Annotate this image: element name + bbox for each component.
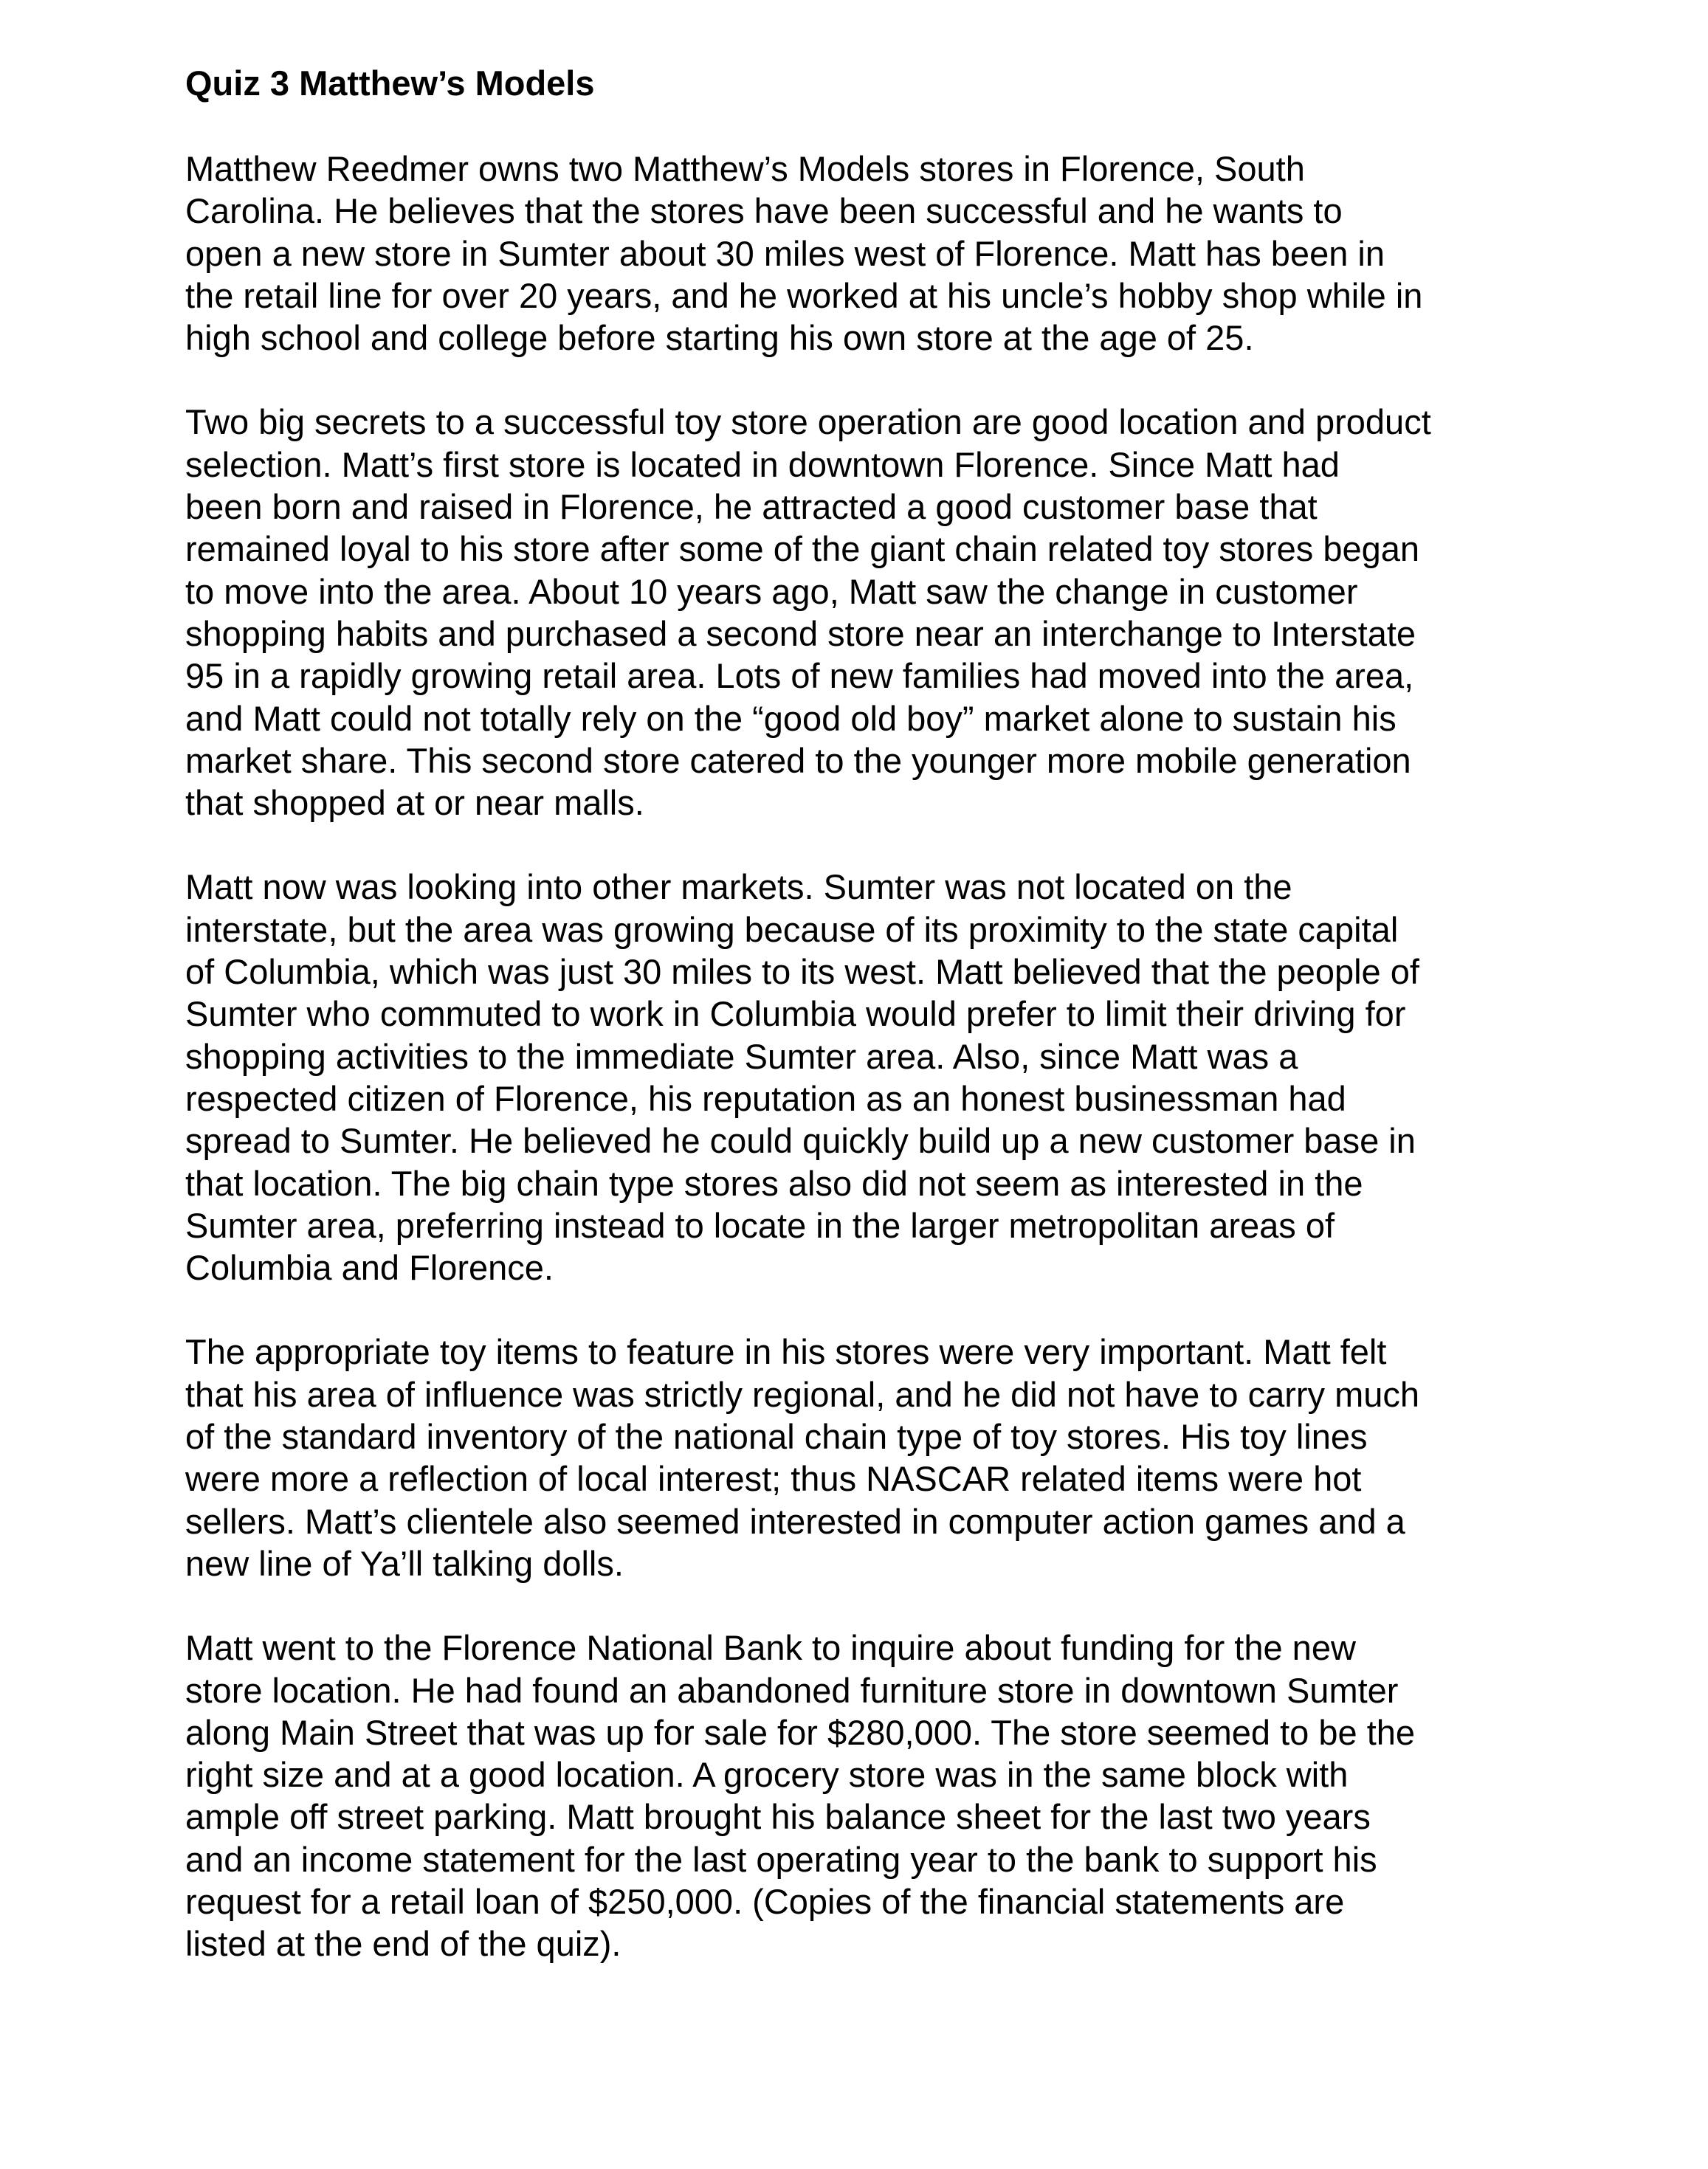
paragraph-line: market share. This second store catered to the younger more mobile generation (185, 740, 1411, 780)
paragraph-line: remained loyal to his store after some of the giant chain related toy stores began (185, 529, 1420, 569)
paragraph-line: Two big secrets to a successful toy store operation are good location and product (185, 402, 1431, 442)
paragraph-line: selection. Matt’s first store is located in downtown Florence. Since Matt had (185, 444, 1340, 484)
paragraph-line: listed at the end of the quiz). (185, 1924, 621, 1964)
document-page (185, 62, 1543, 2007)
paragraph-line: shopping activities to the immediate Sumter area. Also, since Matt was a (185, 1036, 1298, 1076)
paragraph-line: shopping habits and purchased a second store near an interchange to Interstate (185, 613, 1416, 653)
paragraph-line: open a new store in Sumter about 30 miles west of Florence. Matt has been in (185, 233, 1385, 273)
paragraph-line: of Columbia, which was just 30 miles to its west. Matt believed that the people of (185, 952, 1419, 992)
paragraph-line: Columbia and Florence. (185, 1248, 554, 1288)
paragraph-line: request for a retail loan of $250,000. (Copies of the financial statements are (185, 1881, 1345, 1921)
paragraph (185, 1627, 1543, 1965)
paragraph-line: were more a reflection of local interest; thus NASCAR related items were hot (185, 1459, 1362, 1499)
paragraph (185, 401, 1543, 824)
paragraph-line: that location. The big chain type stores also did not seem as interested in the (185, 1163, 1363, 1203)
document-title: Quiz 3 Matthew’s Models (185, 63, 595, 103)
paragraph-line: that his area of influence was strictly regional, and he did not have to carry much (185, 1374, 1420, 1414)
paragraph-line: Matthew Reedmer owns two Matthew’s Models stores in Florence, South (185, 149, 1305, 188)
paragraph-line: spread to Sumter. He believed he could quickly build up a new customer base in (185, 1121, 1416, 1161)
paragraph (185, 1331, 1543, 1584)
paragraph-line: high school and college before starting his own store at the age of 25. (185, 318, 1254, 358)
paragraph-line: Sumter who commuted to work in Columbia would prefer to limit their driving for (185, 994, 1406, 1034)
paragraph-line: new line of Ya’ll talking dolls. (185, 1543, 624, 1583)
paragraph-line: right size and at a good location. A grocery store was in the same block with (185, 1755, 1349, 1795)
paragraph-line: ample off street parking. Matt brought his balance sheet for the last two years (185, 1797, 1371, 1837)
paragraph-line: respected citizen of Florence, his reputation as an honest businessman had (185, 1078, 1346, 1118)
paragraph (185, 866, 1543, 1289)
paragraph-line: sellers. Matt’s clientele also seemed interested in computer action games and a (185, 1501, 1405, 1541)
paragraph-line: Sumter area, preferring instead to locate in the larger metropolitan areas of (185, 1205, 1335, 1245)
paragraph-line: along Main Street that was up for sale for $280,000. The store seemed to be the (185, 1712, 1416, 1752)
paragraph-line: of the standard inventory of the national chain type of toy stores. His toy lines (185, 1417, 1368, 1457)
paragraph-line: The appropriate toy items to feature in his stores were very important. Matt felt (185, 1332, 1387, 1372)
paragraph-line: Matt went to the Florence National Bank to inquire about funding for the new (185, 1628, 1356, 1668)
paragraph-line: interstate, but the area was growing because of its proximity to the state capital (185, 909, 1399, 949)
paragraph-line: to move into the area. About 10 years ago, Matt saw the change in customer (185, 571, 1358, 611)
paragraph-line: and Matt could not totally rely on the “good old boy” market alone to sustain his (185, 698, 1397, 738)
paragraph-line: the retail line for over 20 years, and he worked at his uncle’s hobby shop while in (185, 275, 1423, 315)
paragraph-line: Matt now was looking into other markets. Sumter was not located on the (185, 867, 1292, 907)
paragraph (185, 148, 1543, 359)
paragraph-line: store location. He had found an abandoned furniture store in downtown Sumter (185, 1670, 1399, 1710)
paragraph-line: been born and raised in Florence, he attracted a good customer base that (185, 487, 1318, 527)
paragraph-line: Carolina. He believes that the stores have been successful and he wants to (185, 191, 1343, 231)
document-body (185, 148, 1543, 1965)
paragraph-line: and an income statement for the last operating year to the bank to support his (185, 1839, 1377, 1879)
paragraph-line: that shopped at or near malls. (185, 783, 644, 823)
paragraph-line: 95 in a rapidly growing retail area. Lots of new families had moved into the area, (185, 656, 1414, 696)
